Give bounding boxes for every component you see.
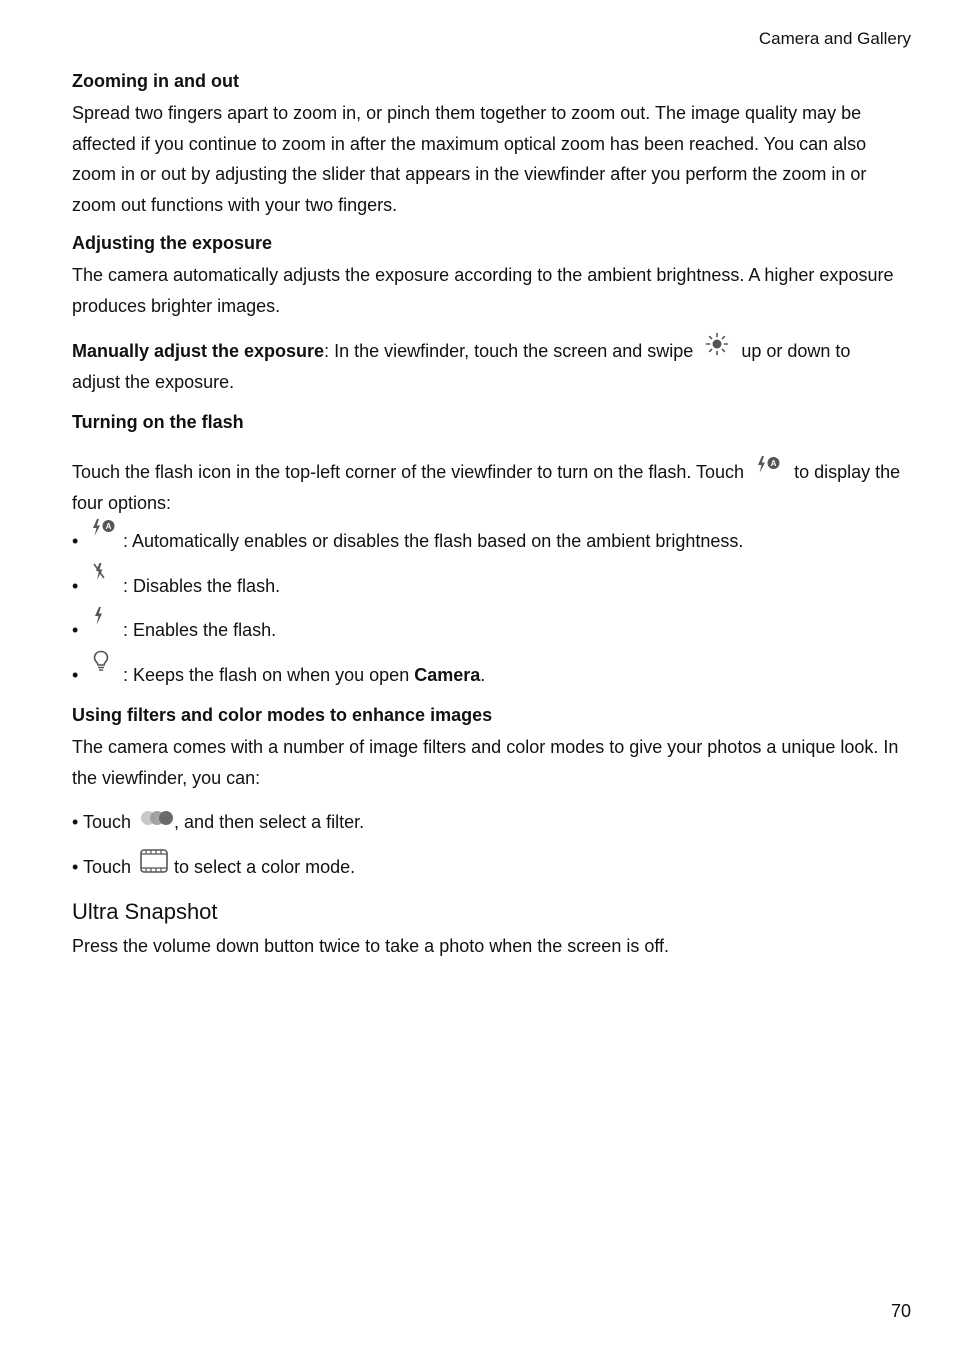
snapshot-heading: Ultra Snapshot bbox=[72, 899, 218, 924]
flash-auto-icon bbox=[92, 516, 116, 546]
list-item: • : Disables the flash. bbox=[72, 571, 902, 616]
filter-circles-icon bbox=[140, 805, 174, 835]
manual-exposure-label: Manually adjust the exposure bbox=[72, 341, 325, 361]
flash-off-desc: : Disables the flash. bbox=[123, 575, 281, 596]
filter-desc: , and then select a filter. bbox=[174, 812, 365, 832]
page-number: 70 bbox=[890, 1301, 911, 1321]
svg-text:A: A bbox=[770, 459, 777, 468]
film-frame-icon bbox=[140, 849, 168, 882]
exposure-paragraph: The camera automatically adjusts the exposure according to the ambient brightness. A higher exposure produces brighter images. bbox=[72, 265, 894, 316]
exposure-heading: Adjusting the exposure bbox=[72, 233, 273, 253]
filters-list bbox=[72, 805, 902, 893]
flash-heading: Turning on the flash bbox=[72, 412, 244, 432]
page-content bbox=[72, 68, 902, 962]
flash-intro-text-b: to display the four options: bbox=[72, 462, 901, 513]
manual-exposure-text-b: up or down to adjust the exposure. bbox=[72, 341, 851, 392]
flash-auto-icon bbox=[757, 453, 781, 484]
flash-intro-text-a: Touch the flash icon in the top-left corner of the viewfinder to turn on the flash. Touch bbox=[72, 462, 745, 482]
flash-auto-desc: : Automatically enables or disables the flash based on the ambient brightness. bbox=[123, 531, 744, 551]
flash-off-icon bbox=[92, 561, 106, 591]
filters-heading: Using filters and color modes to enhance images bbox=[72, 705, 493, 725]
filter-touch-label: Touch bbox=[82, 812, 132, 832]
manual-exposure-text-a: : In the viewfinder, touch the screen and swipe bbox=[324, 341, 694, 361]
snapshot-paragraph: Press the volume down button twice to take a photo when the screen is off. bbox=[72, 936, 670, 956]
flash-on-desc: : Enables the flash. bbox=[123, 620, 277, 640]
running-header: Camera and Gallery bbox=[758, 29, 911, 48]
flash-intro-paragraph bbox=[72, 453, 902, 518]
camera-app-name: Camera bbox=[414, 664, 481, 685]
zoom-paragraph: Spread two fingers apart to zoom in, or pinch them together to zoom out. The image quality may be affected if you continue to zoom in after the maximum optical zoom has been reached. You can also zoom in or out by adjusting the slider that appears in the viewfinder after you perform the zoom in or zoom out functions with your two fingers. bbox=[72, 103, 867, 215]
sun-icon bbox=[706, 333, 728, 365]
color-mode-touch-label: Touch bbox=[82, 857, 132, 877]
filters-paragraph: The camera comes with a number of image filters and color modes to give your photos a unique look. In the viewfinder, you can: bbox=[72, 737, 899, 788]
torch-desc-end: . bbox=[480, 664, 486, 685]
torch-bulb-icon bbox=[92, 650, 110, 681]
svg-text:A: A bbox=[105, 522, 112, 531]
list-item: • A : Automatically enables or disables the flash based on the ambient brightness. bbox=[72, 526, 902, 571]
color-mode-desc: to select a color mode. bbox=[174, 857, 356, 877]
list-item: • : Keeps the flash on when you open Camera. bbox=[72, 660, 902, 705]
manual-exposure-paragraph bbox=[72, 333, 902, 397]
list-item: • Touch , and then select a filter. bbox=[72, 805, 902, 849]
list-item: • : Enables the flash. bbox=[72, 615, 902, 660]
flash-on-icon bbox=[92, 605, 104, 635]
zoom-heading: Zooming in and out bbox=[72, 71, 239, 91]
torch-desc: : Keeps the flash on when you open bbox=[123, 664, 415, 685]
list-item: • Touch to select a color mode. bbox=[72, 849, 902, 893]
flash-options-list bbox=[72, 522, 902, 704]
